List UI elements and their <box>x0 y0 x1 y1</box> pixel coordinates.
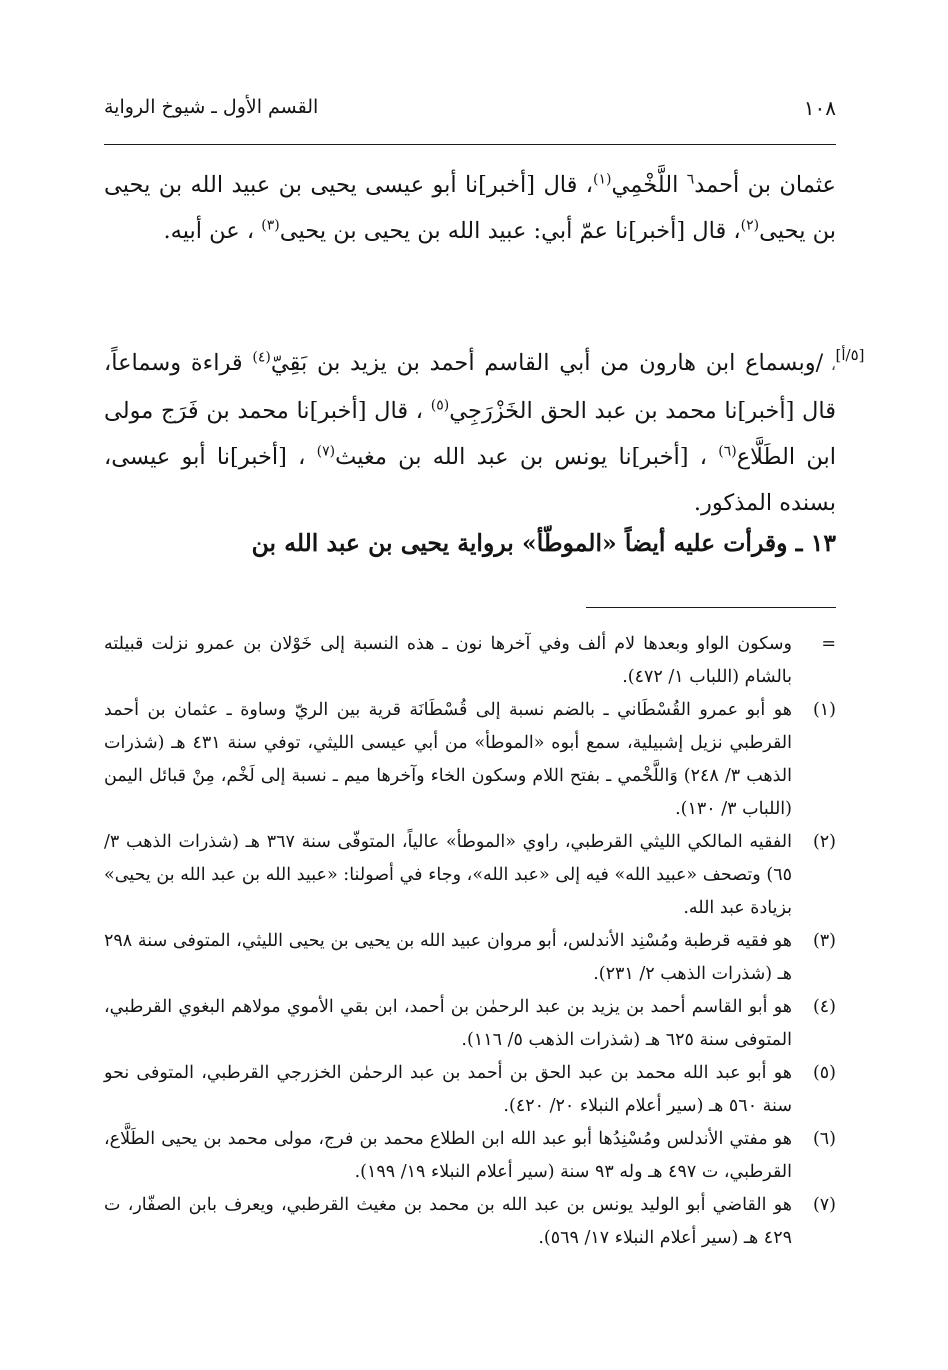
text-run: قراءة وسماعاً، قال [أخبر]نا محمد بن عبد الحق الخَزْرَجِي <box>104 350 837 424</box>
text-run: /وبسماع ابن هارون من أبي القاسم أحمد بن يزيد بن بَقِيّ <box>270 350 824 376</box>
footnote-ref: (٧) <box>316 443 336 460</box>
text-run: ، قال [أخبر]نا أبو عيسى يحيى بن عبيد الله بن يحيى بن يحيى <box>104 172 836 244</box>
footnote-marker: (٥) <box>812 1063 836 1083</box>
footnote-text: هو القاضي أبو الوليد يونس بن عبد الله بن محمد بن مغيث القرطبي، ويعرف بابن الصفّار، ت ٤٢٩ هـ (سير أعلام النبلاء ١٧/ ٥٦٩). <box>104 1195 792 1248</box>
text-run: ، [أخبر]نا يونس بن عبد الله بن مغيث <box>335 444 719 470</box>
footnote-marker: (٢) <box>812 832 836 852</box>
footnote-2 <box>104 826 836 925</box>
footnote-text: هو أبو عبد الله محمد بن عبد الحق بن أحمد بن عبد الرحمٰن الخزرجي القرطبي، المتوفى نحو سنة ٥٦٠ هـ (سير أعلام النبلاء ٢٠/ ٤٢٠). <box>104 1063 792 1116</box>
running-title: القسم الأول ـ شيوخ الرواية <box>104 96 319 118</box>
footnote-marker: (٧) <box>812 1195 836 1215</box>
footnote-ref: (٢) <box>740 217 760 234</box>
header-rule <box>104 144 836 145</box>
main-paragraph-2 <box>104 340 836 526</box>
footnote-marker: (٣) <box>812 931 836 951</box>
paragraph-mark: ، <box>823 355 837 374</box>
main-paragraph-1 <box>104 162 836 254</box>
text-run: ، قال [أخبر]نا محمد بن فَرَج مولى ابن الطَلَّاع <box>104 398 836 470</box>
footnote-ref: ٦ <box>686 171 695 188</box>
manuscript-folio-ref: [٥/أ] <box>835 346 865 364</box>
footnotes <box>104 628 836 1255</box>
footnote-text: هو أبو عمرو القُسْطَاني ـ بالضم نسبة إلى قُسْطَانَة قرية بين الريّ وساوة ـ عثمان بن أحمد القرطبي نزيل إشبيلية، سمع أبوه «الموطأ» من أبي عيسى الليثي، توفي سنة ٤٣١ هـ (شذرات الذهب ٣/ ٢٤٨) وَاللَّخْمي ـ بفتح اللام وسكون الخاء وآخرها ميم ـ نسبة إلى لَخْم، مِنْ قبائل اليمن (اللباب ٣/ ١٣٠). <box>104 700 793 819</box>
page-header <box>104 92 836 132</box>
footnote-ref: (٦) <box>718 443 737 460</box>
footnote-ref: (١) <box>593 171 612 188</box>
page-number: ١٠٨ <box>803 96 836 120</box>
footnote-text: هو فقيه قرطبة ومُسْنِد الأندلس، أبو مروان عبيد الله بن يحيى بن يحيى الليثي، المتوفى سنة ٢٩٨ هـ (شذرات الذهب ٢/ ٢٣١). <box>104 931 792 984</box>
text-run: ، قال [أخبر]نا عمّ أبي: عبيد الله بن يحيى بن يحيى <box>279 218 741 244</box>
text-run: ، [أخبر]نا أبو عيسى، بسنده المذكور. <box>104 444 836 516</box>
footnote-marker: = <box>821 634 836 654</box>
footnote-1 <box>104 694 836 826</box>
footnote-continuation <box>104 628 836 694</box>
footnote-text: هو أبو القاسم أحمد بن يزيد بن عبد الرحمٰن بن أحمد، ابن بقي الأموي مولاهم البغوي القرطبي، المتوفى سنة ٦٢٥ هـ (شذرات الذهب ٥/ ١١٦). <box>104 997 792 1050</box>
footnote-text: وسكون الواو وبعدها لام ألف وفي آخرها نون ـ هذه النسبة إلى خَوْلان بن عمرو نزلت قبيلته بالشام (اللباب ١/ ٤٧٢). <box>104 634 792 687</box>
text-run: عثمان بن أحمد <box>694 172 836 198</box>
footnote-text: الفقيه المالكي الليثي القرطبي، راوي «الموطأ» عالياً، المتوفّى سنة ٣٦٧ هـ (شذرات الذهب ٣/ ٦٥) وتصحف «عبيد الله» فيه إلى «عبد الله»، وجاء في أصولنا: «عبيد الله بن عبد الله بن يحيى» بزيادة عبد الله. <box>104 832 792 918</box>
footnote-separator <box>586 607 836 608</box>
footnote-4 <box>104 991 836 1057</box>
footnote-6 <box>104 1123 836 1189</box>
footnote-ref: (٤) <box>252 349 271 366</box>
text-run: ، عن أبيه. <box>163 218 262 244</box>
footnote-3 <box>104 925 836 991</box>
footnote-marker: (١) <box>812 700 836 720</box>
footnote-marker: (٤) <box>812 997 836 1017</box>
footnote-text: هو مفتي الأندلس ومُسْنِدُها أبو عبد الله ابن الطلاع محمد بن فرج، مولى محمد بن يحيى الطَلَّاع، القرطبي، ت ٤٩٧ هـ وله ٩٣ سنة (سير أعلام النبلاء ١٩/ ١٩٩). <box>104 1129 792 1182</box>
footnote-ref: (٣) <box>261 217 280 234</box>
footnote-marker: (٦) <box>812 1129 836 1149</box>
footnote-ref: (٥) <box>430 397 450 414</box>
footnote-5 <box>104 1057 836 1123</box>
main-paragraph-3: ١٣ ـ وقرأت عليه أيضاً «الموطّأ» برواية يحيى بن عبد الله بن <box>251 529 836 557</box>
text-run: اللَّخْمِي <box>611 172 687 198</box>
footnote-7 <box>104 1189 836 1255</box>
